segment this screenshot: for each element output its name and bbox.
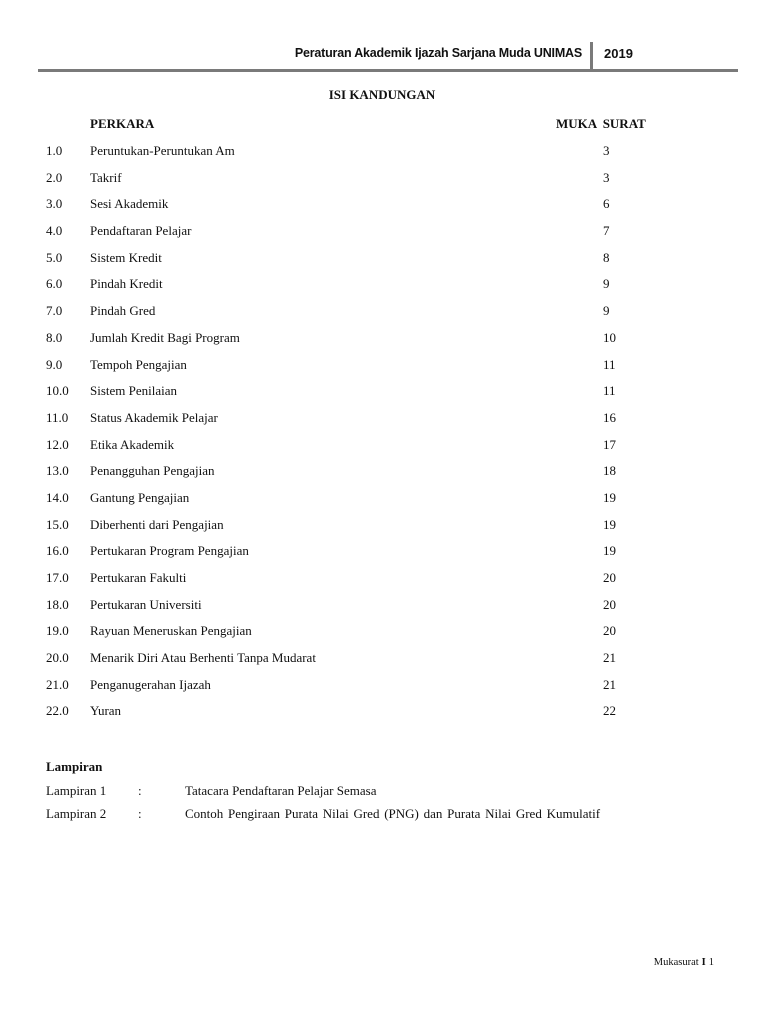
toc-item[interactable]: [0, 463, 768, 490]
toc-item-number: 17.0: [46, 570, 69, 585]
toc-item-label: Status Akademik Pelajar: [90, 409, 218, 425]
toc-item-label: Sistem Kredit: [90, 249, 162, 265]
header-divider: [590, 42, 593, 70]
appendix-item-colon: :: [138, 783, 142, 798]
toc-item[interactable]: [0, 517, 768, 544]
toc-item-label: Pertukaran Universiti: [90, 596, 202, 612]
toc-item-label: Sesi Akademik: [90, 196, 169, 212]
toc-item[interactable]: [0, 250, 768, 277]
toc-item-page: 17: [603, 436, 616, 452]
toc-item-label: Yuran: [90, 703, 122, 719]
toc-item-page: 19: [603, 543, 616, 559]
toc-item-label: Rayuan Meneruskan Pengajian: [90, 623, 252, 639]
toc-item-number: 21.0: [46, 676, 69, 692]
toc-item[interactable]: [0, 223, 768, 250]
toc-item-number: 18.0: [46, 596, 69, 612]
appendix-item-name: Lampiran 2: [46, 806, 107, 821]
footer-page-number: 1: [708, 957, 714, 968]
toc-item-number: 1.0: [46, 143, 63, 158]
toc-item[interactable]: [0, 383, 768, 410]
toc-item-number: 9.0: [46, 356, 63, 372]
toc-item[interactable]: [0, 490, 768, 517]
toc-title-text: ISI KANDUNGAN: [328, 87, 436, 102]
toc-item-page: 16: [603, 409, 616, 425]
toc-item-number: 15.0: [46, 516, 69, 532]
toc-item-number: 19.0: [46, 623, 69, 639]
toc-item-number: 11.0: [46, 409, 69, 425]
toc-item[interactable]: [0, 703, 768, 730]
toc-item-page: 11: [603, 356, 616, 372]
toc-item[interactable]: [0, 410, 768, 437]
toc-item-number: 22.0: [46, 703, 69, 719]
toc-item-label: Sistem Penilaian: [90, 383, 178, 399]
toc-item-number: 6.0: [46, 276, 63, 292]
toc-item-number: 20.0: [46, 650, 69, 666]
toc-item-page: 6: [603, 196, 610, 212]
toc-item[interactable]: [0, 570, 768, 597]
toc-item-page: 11: [603, 383, 616, 399]
toc-item[interactable]: [0, 650, 768, 677]
toc-item[interactable]: [0, 196, 768, 223]
appendix-heading: Lampiran: [46, 759, 103, 774]
toc-item-number: 3.0: [46, 196, 63, 212]
toc-item-page: 20: [603, 623, 616, 639]
toc-item-number: 4.0: [46, 223, 63, 239]
toc-item-number: 14.0: [46, 489, 69, 505]
toc-item[interactable]: [0, 330, 768, 357]
toc-item[interactable]: [0, 357, 768, 384]
toc-item-label: Pendaftaran Pelajar: [90, 223, 192, 239]
toc-item-page: 21: [603, 676, 616, 692]
toc-item-page: 18: [603, 463, 616, 479]
toc-item-page: 22: [603, 703, 616, 719]
toc-item[interactable]: [0, 623, 768, 650]
toc-item-label: Pindah Kredit: [90, 276, 163, 292]
toc-item-number: 10.0: [46, 383, 69, 399]
toc-item-label: Takrif: [90, 169, 122, 185]
page-footer: [654, 957, 714, 968]
toc-item[interactable]: [0, 303, 768, 330]
toc-item-label: Peruntukan-Peruntukan Am: [90, 143, 235, 158]
toc-item-label: Pindah Gred: [90, 303, 156, 319]
toc-item-page: 9: [603, 303, 610, 319]
toc-item-number: 2.0: [46, 169, 63, 185]
toc-item[interactable]: [0, 276, 768, 303]
toc-column-heading-subject: PERKARA: [90, 116, 155, 131]
toc-item-page: 3: [603, 169, 610, 185]
toc-item-label: Jumlah Kredit Bagi Program: [90, 329, 240, 345]
toc-item-label: Pertukaran Fakulti: [90, 570, 187, 585]
document-title: Peraturan Akademik Ijazah Sarjana Muda UNIMAS: [294, 46, 582, 60]
toc-item-label: Diberhenti dari Pengajian: [90, 516, 224, 532]
toc-item-label: Pertukaran Program Pengajian: [90, 543, 249, 559]
toc-item-label: Gantung Pengajian: [90, 489, 190, 505]
header-rule: [38, 69, 738, 72]
appendix-item-colon: :: [138, 806, 142, 821]
toc-item-number: 16.0: [46, 543, 69, 559]
toc-item-page: 19: [603, 489, 616, 505]
appendix-item-description: Tatacara Pendaftaran Pelajar Semasa: [185, 783, 377, 798]
toc-column-heading-page: MUKA SURAT: [556, 116, 646, 131]
toc-item-label: Penganugerahan Ijazah: [90, 676, 211, 692]
toc-item-number: 5.0: [46, 249, 63, 265]
footer-separator: I: [701, 957, 706, 968]
appendix-item-name: Lampiran 1: [46, 783, 107, 798]
toc-item-page: 8: [603, 249, 610, 265]
footer-label: Mukasurat: [653, 957, 699, 968]
toc-item[interactable]: [0, 543, 768, 570]
toc-item[interactable]: [0, 143, 768, 170]
toc-item-number: 8.0: [46, 329, 63, 345]
toc-item-page: 19: [603, 516, 616, 532]
toc-item-number: 13.0: [46, 463, 69, 479]
toc-item-number: 7.0: [46, 303, 63, 319]
toc-item-label: Tempoh Pengajian: [90, 356, 187, 372]
toc-item-page: 7: [603, 223, 610, 239]
toc-item-page: 20: [603, 596, 616, 612]
toc-item-label: Menarik Diri Atau Berhenti Tanpa Mudarat: [90, 650, 316, 666]
appendix-item-description: Contoh Pengiraan Purata Nilai Gred (PNG) dan Purata Nilai Gred Kumulatif: [185, 806, 601, 821]
toc-item-page: 10: [603, 329, 616, 345]
toc-title: [0, 87, 768, 103]
toc-list: [0, 143, 768, 730]
toc-item-page: 21: [603, 650, 616, 666]
toc-item[interactable]: [0, 677, 768, 704]
document-year: 2019: [604, 46, 633, 61]
toc-item-page: 9: [603, 276, 610, 292]
toc-item[interactable]: [0, 170, 768, 197]
toc-item-label: Etika Akademik: [90, 436, 175, 452]
toc-item[interactable]: [0, 597, 768, 624]
toc-item-page: 3: [603, 143, 610, 158]
toc-item-page: 20: [603, 570, 616, 585]
toc-item[interactable]: [0, 437, 768, 464]
toc-item-number: 12.0: [46, 436, 69, 452]
toc-item-label: Penangguhan Pengajian: [90, 463, 215, 479]
